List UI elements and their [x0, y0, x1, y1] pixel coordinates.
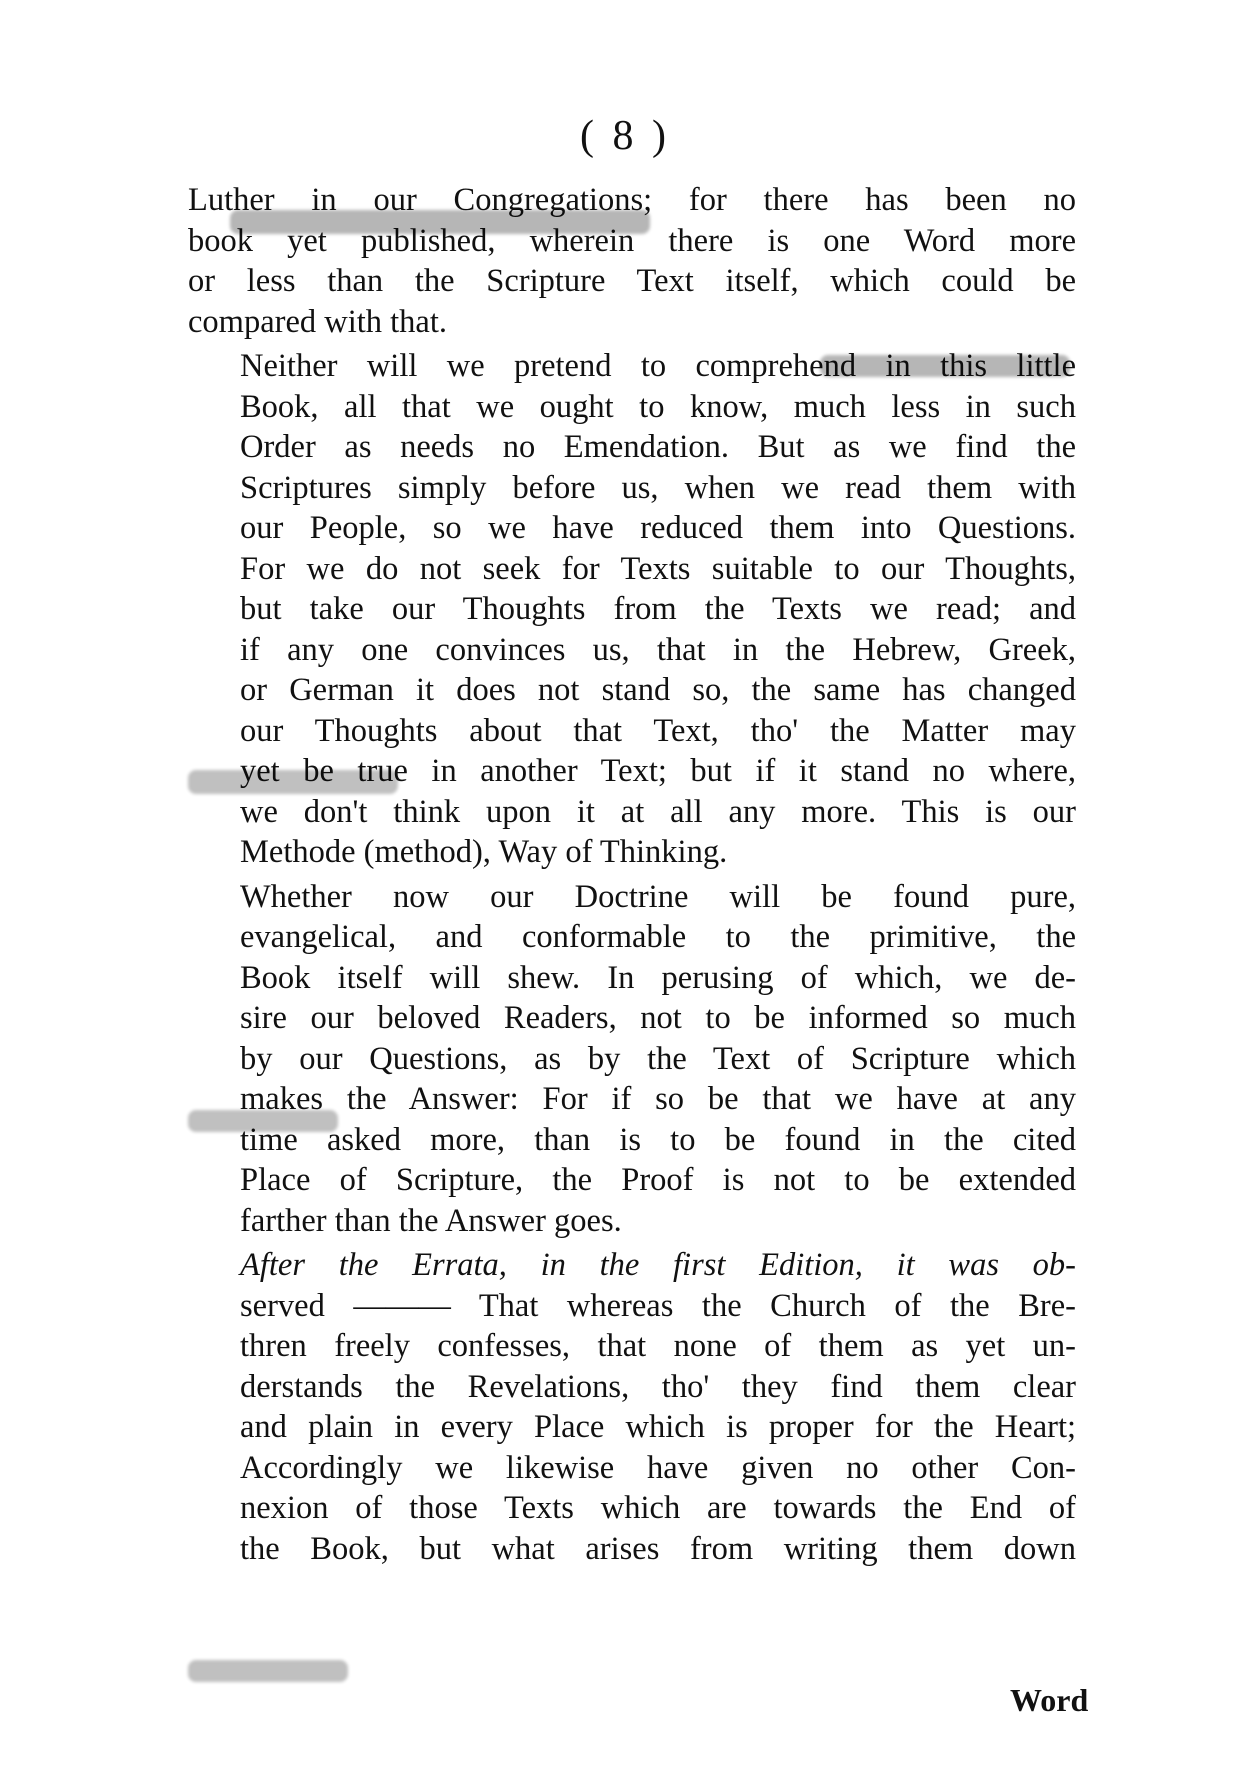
text-line: if any one convinces us, that in the Hebrew, Greek,: [240, 631, 1076, 668]
text-line: Luther in our Congregations; for there has been no: [188, 182, 1076, 218]
paragraph: [188, 180, 1076, 342]
text-line: makes the Answer: For if so be that we have at any: [240, 1081, 1076, 1117]
text-line: Place of Scripture, the Proof is not to be extended: [240, 1162, 1076, 1198]
ink-smudge: [230, 210, 650, 234]
text-line: sire our beloved Readers, not to be informed so much: [240, 1000, 1076, 1036]
text-line: Neither will we pretend to comprehend in this little: [240, 348, 1076, 384]
ink-smudge: [820, 355, 1070, 377]
page-number: ( 8 ): [580, 113, 670, 159]
text-line: farther than the Answer goes.: [240, 1202, 622, 1239]
text-line: our Thoughts about that Text, tho' the Matter may: [240, 712, 1076, 749]
ink-smudge: [188, 1660, 348, 1682]
catchword: Word: [1010, 1682, 1089, 1718]
text-line: book yet published, wherein there is one Word more: [188, 222, 1076, 259]
text-line: Book itself will shew. In perusing of which, we de-: [240, 959, 1076, 996]
text-line: Scriptures simply before us, when we read them with: [240, 469, 1076, 506]
text-line: and plain in every Place which is proper for the Heart;: [240, 1409, 1076, 1445]
text-line: or less than the Scripture Text itself, which could be: [188, 263, 1076, 299]
paragraph: [188, 1245, 1076, 1569]
text-line: compared with that.: [188, 303, 448, 340]
text-line: After the Errata, in the first Edition, it was ob-: [240, 1247, 1076, 1283]
text-line: time asked more, than is to be found in the cited: [240, 1121, 1076, 1158]
text-line: evangelical, and conformable to the primitive, the: [240, 919, 1076, 955]
text-line: Methode (method), Way of Thinking.: [240, 834, 728, 870]
text-line: our People, so we have reduced them into Questions.: [240, 510, 1076, 546]
text-line: or German it does not stand so, the same has changed: [240, 672, 1076, 708]
text-line: Accordingly we likewise have given no other Con-: [240, 1449, 1076, 1486]
text-line: Order as needs no Emendation. But as we find the: [240, 429, 1076, 465]
paragraph: [188, 877, 1076, 1242]
print-noise: [210, 1690, 910, 1711]
text-line: Whether now our Doctrine will be found pure,: [240, 878, 1076, 915]
ink-smudge: [188, 770, 398, 794]
text-line: served ——— That whereas the Church of the Bre-: [240, 1287, 1076, 1324]
text-line: yet be true in another Text; but if it stand no where,: [240, 753, 1076, 789]
text-line: the Book, but what arises from writing them down: [240, 1530, 1076, 1567]
ink-smudge: [188, 1110, 338, 1132]
text-line: derstands the Revelations, tho' they find them clear: [240, 1368, 1076, 1405]
text-line: by our Questions, as by the Text of Scripture which: [240, 1040, 1076, 1077]
text-line: we don't think upon it at all any more. This is our: [240, 793, 1076, 830]
text-line: thren freely confesses, that none of them as yet un-: [240, 1328, 1076, 1364]
text-line: Book, all that we ought to know, much less in such: [240, 388, 1076, 425]
text-line: but take our Thoughts from the Texts we read; and: [240, 591, 1076, 627]
text-line: For we do not seek for Texts suitable to our Thoughts,: [240, 550, 1076, 587]
body-text: [188, 180, 1076, 1569]
text-line: nexion of those Texts which are towards the End of: [240, 1490, 1076, 1526]
